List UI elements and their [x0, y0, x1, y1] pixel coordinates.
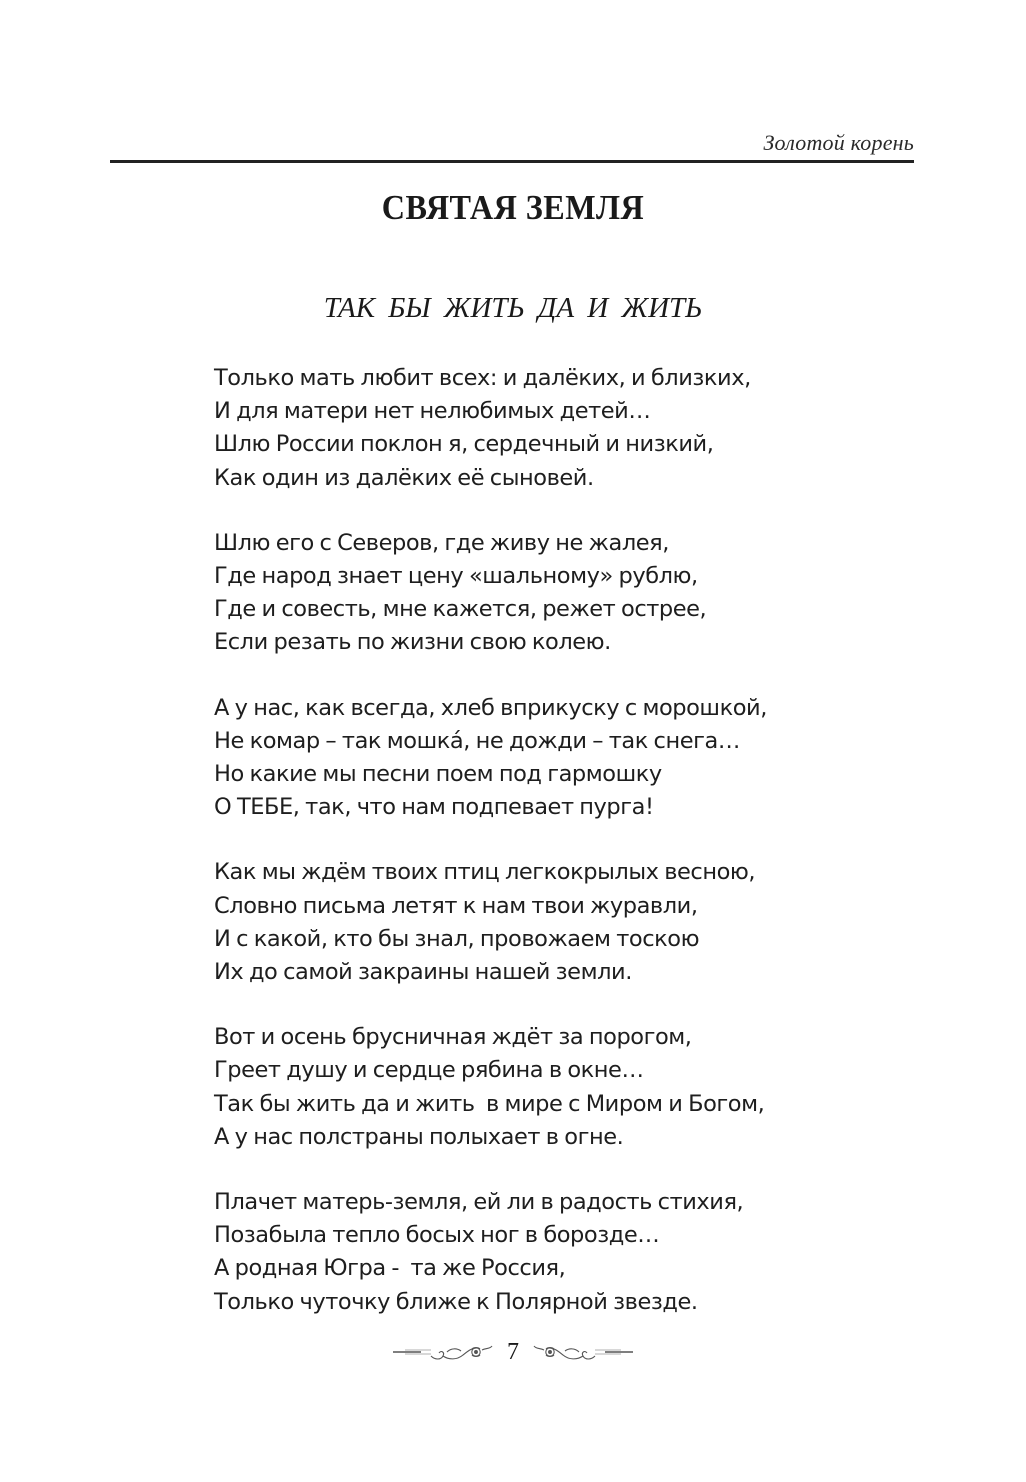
poem-line: А родная Югра - та же Россия,: [214, 1255, 566, 1282]
poem-body: [214, 362, 854, 1351]
poem-line: Вот и осень брусничная ждёт за порогом,: [214, 1024, 692, 1051]
poem-line: Греет душу и сердце рябина в окне…: [214, 1057, 644, 1084]
poem-line: Так бы жить да и жить в мире с Миром и Богом,: [214, 1090, 765, 1117]
poem-line: А у нас, как всегда, хлеб вприкуску с морошкой,: [214, 694, 767, 721]
poem-line: Но какие мы песни поем под гармошку: [214, 761, 662, 788]
poem-line: И для матери нет нелюбимых детей…: [214, 398, 651, 425]
floral-flourish-left-icon: [391, 1340, 497, 1364]
poem-line: Если резать по жизни свою колею.: [214, 629, 611, 656]
header-rule: [110, 160, 914, 163]
stanza: [214, 362, 854, 495]
poem-line: Только мать любит всех: и далёких, и близких,: [214, 365, 751, 391]
poem-line: О ТЕБЕ, так, что нам подпевает пурга!: [214, 794, 654, 821]
poem-line: Шлю России поклон я, сердечный и низкий,: [214, 431, 714, 458]
stanza: [214, 856, 854, 989]
poem-line: Словно письма летят к нам твои журавли,: [214, 892, 698, 919]
floral-flourish-right-icon: [529, 1340, 635, 1364]
poem-line: И с какой, кто бы знал, провожаем тоскою: [214, 925, 700, 952]
stanza: [214, 527, 854, 660]
poem-line: Только чуточку ближе к Полярной звезде.: [214, 1288, 698, 1315]
poem-line: Их до самой закраины нашей земли.: [214, 959, 632, 986]
poem-line: Как мы ждём твоих птиц легкокрылых весною,: [214, 859, 756, 886]
section-title: СВЯТАЯ ЗЕМЛЯ: [381, 188, 645, 227]
poem-line: Где народ знает цену «шальному» рублю,: [214, 563, 698, 590]
stanza: [214, 1186, 854, 1319]
running-head: Золотой корень: [763, 130, 914, 155]
poem-line: Шлю его с Северов, где живу не жалея,: [214, 529, 669, 556]
poem-line: Плачет матерь-земля, ей ли в радость стихия,: [214, 1189, 744, 1216]
poem-line: Как один из далёких её сыновей.: [214, 464, 594, 491]
poem-title: ТАК БЫ ЖИТЬ ДА И ЖИТЬ: [323, 292, 703, 324]
stanza: [214, 692, 854, 825]
page-footer: [0, 1334, 1026, 1370]
poem-line: А у нас полстраны полыхает в огне.: [214, 1123, 624, 1150]
poem-line: Где и совесть, мне кажется, режет острее,: [214, 596, 707, 623]
page-number: 7: [507, 1339, 519, 1365]
stanza: [214, 1021, 854, 1154]
poem-line: Не комар – так мошка́, не дожди – так снега…: [214, 727, 740, 754]
poem-line: Позабыла тепло босых ног в борозде…: [214, 1222, 660, 1249]
